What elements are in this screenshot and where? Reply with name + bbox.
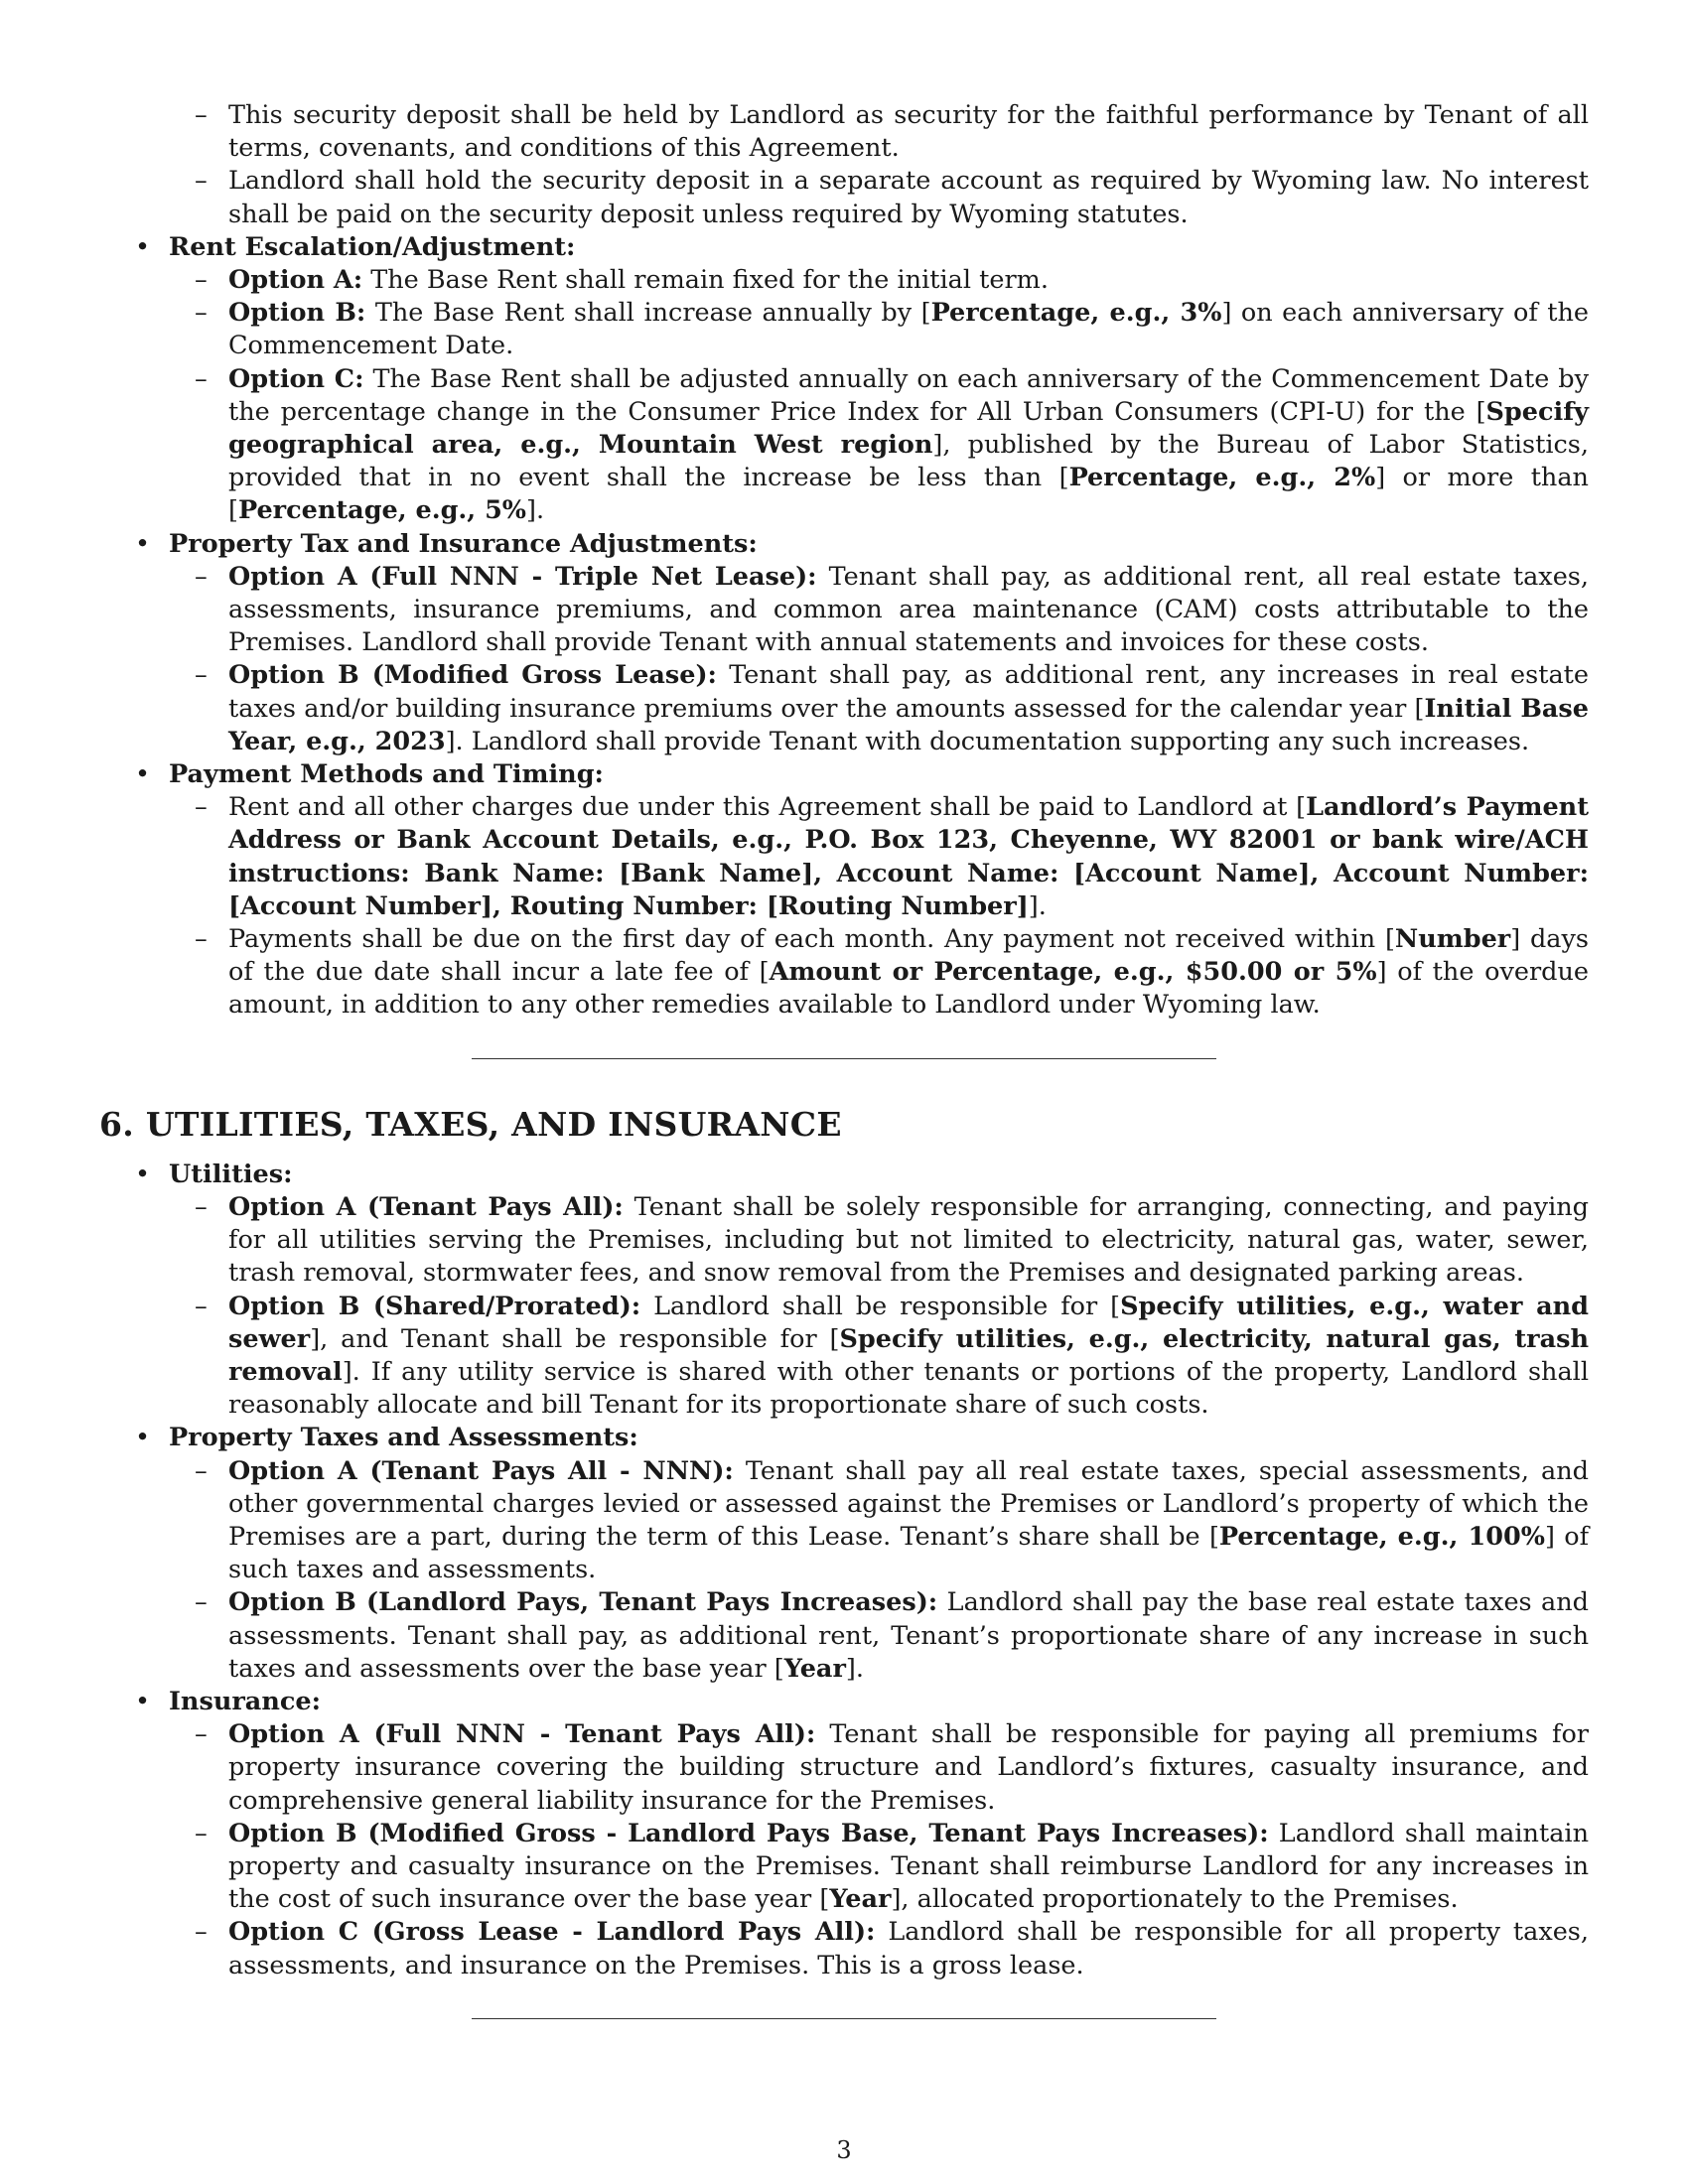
option-text: ] of such taxes and assessments. <box>228 1521 1590 1585</box>
section-title: 6. UTILITIES, TAXES, AND INSURANCE <box>99 1104 842 1144</box>
list-item-insurance <box>99 1686 1589 1982</box>
placeholder-text: Landlord’s Payment Address or Bank Account Details, e.g., P.O. Box 123, Cheyenne, WY 82001 or bank wire/ACH instructions: Bank Name: [Bank Name], Account Name: [Account Name], Account Number: [Account Number], Routing Number: [Routing Number] <box>228 792 1589 921</box>
item-text: Rent and all other charges due under this Agreement shall be paid to Landlord at [ <box>228 792 1307 823</box>
item-text: ]. <box>1028 890 1047 921</box>
bullet-marker: • <box>135 528 151 559</box>
dash-marker: – <box>195 660 208 691</box>
dash-marker: – <box>195 363 208 394</box>
bullet-marker: • <box>135 1159 151 1189</box>
option-label: Option B (Landlord Pays, Tenant Pays Increases): <box>228 1587 938 1618</box>
placeholder-text: Percentage, e.g., 3% <box>930 298 1222 329</box>
option-text: Landlord shall maintain property and casualty insurance on the Premises. Tenant shall reimburse Landlord for any increases in the cost of such insurance over the base year [ <box>228 1818 1589 1915</box>
list-item <box>99 1586 1589 1686</box>
list-item <box>99 363 1589 528</box>
option-text: ], allocated proportionately to the Premises. <box>891 1884 1459 1915</box>
option-text: Tenant shall be solely responsible for arranging, connecting, and paying for all utilities serving the Premises, including but not limited to electricity, natural gas, water, sewer, trash removal, stormwater fees, and snow removal from the Premises and designated parking areas. <box>228 1191 1589 1289</box>
option-text: ] on each anniversary of the Commencement Date. <box>228 298 1590 361</box>
item-text: Landlord shall hold the security deposit in a separate account as required by Wyoming law. No interest shall be paid on the security deposit unless required by Wyoming statutes. <box>228 166 1589 229</box>
option-text: ]. Landlord shall provide Tenant with documentation supporting any such increases. <box>445 726 1530 756</box>
option-text: The Base Rent shall remain fixed for the initial term. <box>362 265 1049 296</box>
dash-marker: – <box>195 792 208 823</box>
list-item <box>99 1191 1589 1291</box>
dash-marker: – <box>195 1587 208 1618</box>
option-text: Tenant shall pay, as additional rent, any increases in real estate taxes and/or building insurance premiums over the amounts assessed for the calendar year [ <box>228 660 1589 724</box>
insurance-options <box>99 1718 1589 1982</box>
list-item <box>99 165 1589 230</box>
placeholder-text: Specify utilities, e.g., electricity, natural gas, trash removal <box>228 1323 1589 1387</box>
list-item <box>99 264 1589 297</box>
item-heading: Property Tax and Insurance Adjustments: <box>169 528 758 559</box>
option-text: Tenant shall pay all real estate taxes, special assessments, and other governmental charges levied or assessed against the Premises or Landlord’s property of which the Premises are a part, during the term of this Lease. Tenant’s share shall be [ <box>228 1455 1589 1552</box>
option-text: The Base Rent shall be adjusted annually on each anniversary of the Commencement Date by the percentage change in the Consumer Price Index for All Urban Consumers (CPI-U) for the [ <box>228 363 1589 427</box>
option-text: ]. <box>526 495 545 526</box>
option-text: ] or more than [ <box>228 463 1589 526</box>
placeholder-text: Year <box>783 1653 846 1684</box>
placeholder-text: Initial Base Year, e.g., 2023 <box>228 693 1589 756</box>
item-text: ] days of the due date shall incur a late fee of [ <box>228 924 1589 988</box>
option-label: Option B: <box>228 298 366 329</box>
dash-marker: – <box>195 1191 208 1222</box>
placeholder-text: Specify utilities, e.g., water and sewer <box>228 1291 1589 1354</box>
dash-marker: – <box>195 561 208 592</box>
dash-marker: – <box>195 924 208 955</box>
bullet-marker: • <box>135 759 151 790</box>
rent-escalation-options <box>99 264 1589 528</box>
page-number: 3 <box>836 2136 852 2164</box>
list-item <box>99 1718 1589 1818</box>
item-heading: Payment Methods and Timing: <box>169 759 604 790</box>
placeholder-text: Number <box>1394 924 1511 955</box>
list-item <box>99 1455 1589 1587</box>
item-heading: Property Taxes and Assessments: <box>169 1423 638 1453</box>
bullet-marker: • <box>135 231 151 262</box>
section6-list <box>99 1159 1589 1982</box>
property-taxes-options <box>99 1455 1589 1686</box>
option-text: The Base Rent shall increase annually by [ <box>365 298 931 329</box>
bullet-marker: • <box>135 1423 151 1453</box>
list-item-property-tax-adjustments <box>99 528 1589 758</box>
item-heading: Rent Escalation/Adjustment: <box>169 231 576 262</box>
list-item <box>99 791 1589 923</box>
rent-terms-list <box>99 231 1589 1023</box>
dash-marker: – <box>195 1719 208 1750</box>
item-text: This security deposit shall be held by Landlord as security for the faithful performance by Tenant of all terms, covenants, and conditions of this Agreement. <box>228 100 1589 164</box>
item-text: Payments shall be due on the first day of each month. Any payment not received within [ <box>228 924 1395 955</box>
placeholder-text: Year <box>829 1884 892 1915</box>
placeholder-text: Percentage, e.g., 2% <box>1068 463 1376 493</box>
option-text: Tenant shall pay, as additional rent, all real estate taxes, assessments, insurance premiums, and common area maintenance (CAM) costs attributable to the Premises. Landlord shall provide Tenant with annual statements and invoices for these costs. <box>228 561 1589 658</box>
list-item <box>99 1916 1589 1981</box>
list-item-utilities <box>99 1159 1589 1423</box>
list-item <box>99 99 1589 165</box>
option-label: Option A (Tenant Pays All - NNN): <box>228 1455 734 1486</box>
option-text: ]. If any utility service is shared with other tenants or portions of the property, Landlord shall reasonably allocate and bill Tenant for its proportionate share of such costs. <box>228 1356 1589 1421</box>
option-label: Option B (Modified Gross - Landlord Pays Base, Tenant Pays Increases): <box>228 1818 1269 1848</box>
option-label: Option B (Modified Gross Lease): <box>228 660 717 691</box>
list-item <box>99 1818 1589 1917</box>
option-label: Option A (Full NNN - Triple Net Lease): <box>228 561 817 592</box>
option-label: Option C (Gross Lease - Landlord Pays All): <box>228 1917 876 1948</box>
deposit-continuation-list <box>99 99 1589 231</box>
utilities-options <box>99 1191 1589 1422</box>
option-label: Option B (Shared/Prorated): <box>228 1291 641 1321</box>
list-item <box>99 561 1589 660</box>
dash-marker: – <box>195 1818 208 1848</box>
list-item <box>99 297 1589 362</box>
option-label: Option A (Full NNN - Tenant Pays All): <box>228 1719 816 1750</box>
placeholder-text: Amount or Percentage, e.g., $50.00 or 5% <box>769 957 1377 988</box>
property-tax-options <box>99 561 1589 758</box>
option-text: ]. <box>845 1653 864 1684</box>
dash-marker: – <box>195 166 208 197</box>
dash-marker: – <box>195 1291 208 1321</box>
item-heading: Utilities: <box>169 1159 293 1189</box>
dash-marker: – <box>195 265 208 296</box>
dash-marker: – <box>195 298 208 329</box>
dash-marker: – <box>195 100 208 130</box>
option-label: Option C: <box>228 363 364 394</box>
placeholder-text: Specify geographical area, e.g., Mountain West region <box>228 396 1589 461</box>
list-item-payment-methods <box>99 758 1589 1023</box>
option-label: Option A: <box>228 265 363 296</box>
list-item <box>99 923 1589 1023</box>
item-heading: Insurance: <box>169 1686 322 1716</box>
option-text: ], published by the Bureau of Labor Statistics, provided that in no event shall the increase be less than [ <box>228 430 1589 493</box>
placeholder-text: Percentage, e.g., 100% <box>1218 1521 1545 1552</box>
option-text: Landlord shall be responsible for all property taxes, assessments, and insurance on the Premises. This is a gross lease. <box>228 1917 1589 1980</box>
list-item <box>99 659 1589 758</box>
list-item-rent-escalation <box>99 231 1589 528</box>
section-divider <box>472 1058 1216 1059</box>
payment-items <box>99 791 1589 1022</box>
dash-marker: – <box>195 1455 208 1486</box>
list-item-property-taxes <box>99 1422 1589 1686</box>
option-text: ], and Tenant shall be responsible for [ <box>310 1323 840 1354</box>
bullet-marker: • <box>135 1686 151 1716</box>
page-content <box>99 99 1589 2019</box>
item-text: ] of the overdue amount, in addition to any other remedies available to Landlord under Wyoming law. <box>228 957 1589 1021</box>
option-text: Landlord shall pay the base real estate taxes and assessments. Tenant shall pay, as additional rent, Tenant’s proportionate share of any increase in such taxes and assessments over the base year [ <box>228 1587 1590 1684</box>
option-text: Tenant shall be responsible for paying all premiums for property insurance covering the building structure and Landlord’s fixtures, casualty insurance, and comprehensive general liability insurance for the Premises. <box>228 1719 1589 1816</box>
dash-marker: – <box>195 1917 208 1948</box>
option-text: Landlord shall be responsible for [ <box>640 1291 1121 1321</box>
placeholder-text: Percentage, e.g., 5% <box>237 495 527 526</box>
section-divider <box>472 2018 1216 2019</box>
list-item <box>99 1291 1589 1423</box>
option-label: Option A (Tenant Pays All): <box>228 1191 624 1222</box>
